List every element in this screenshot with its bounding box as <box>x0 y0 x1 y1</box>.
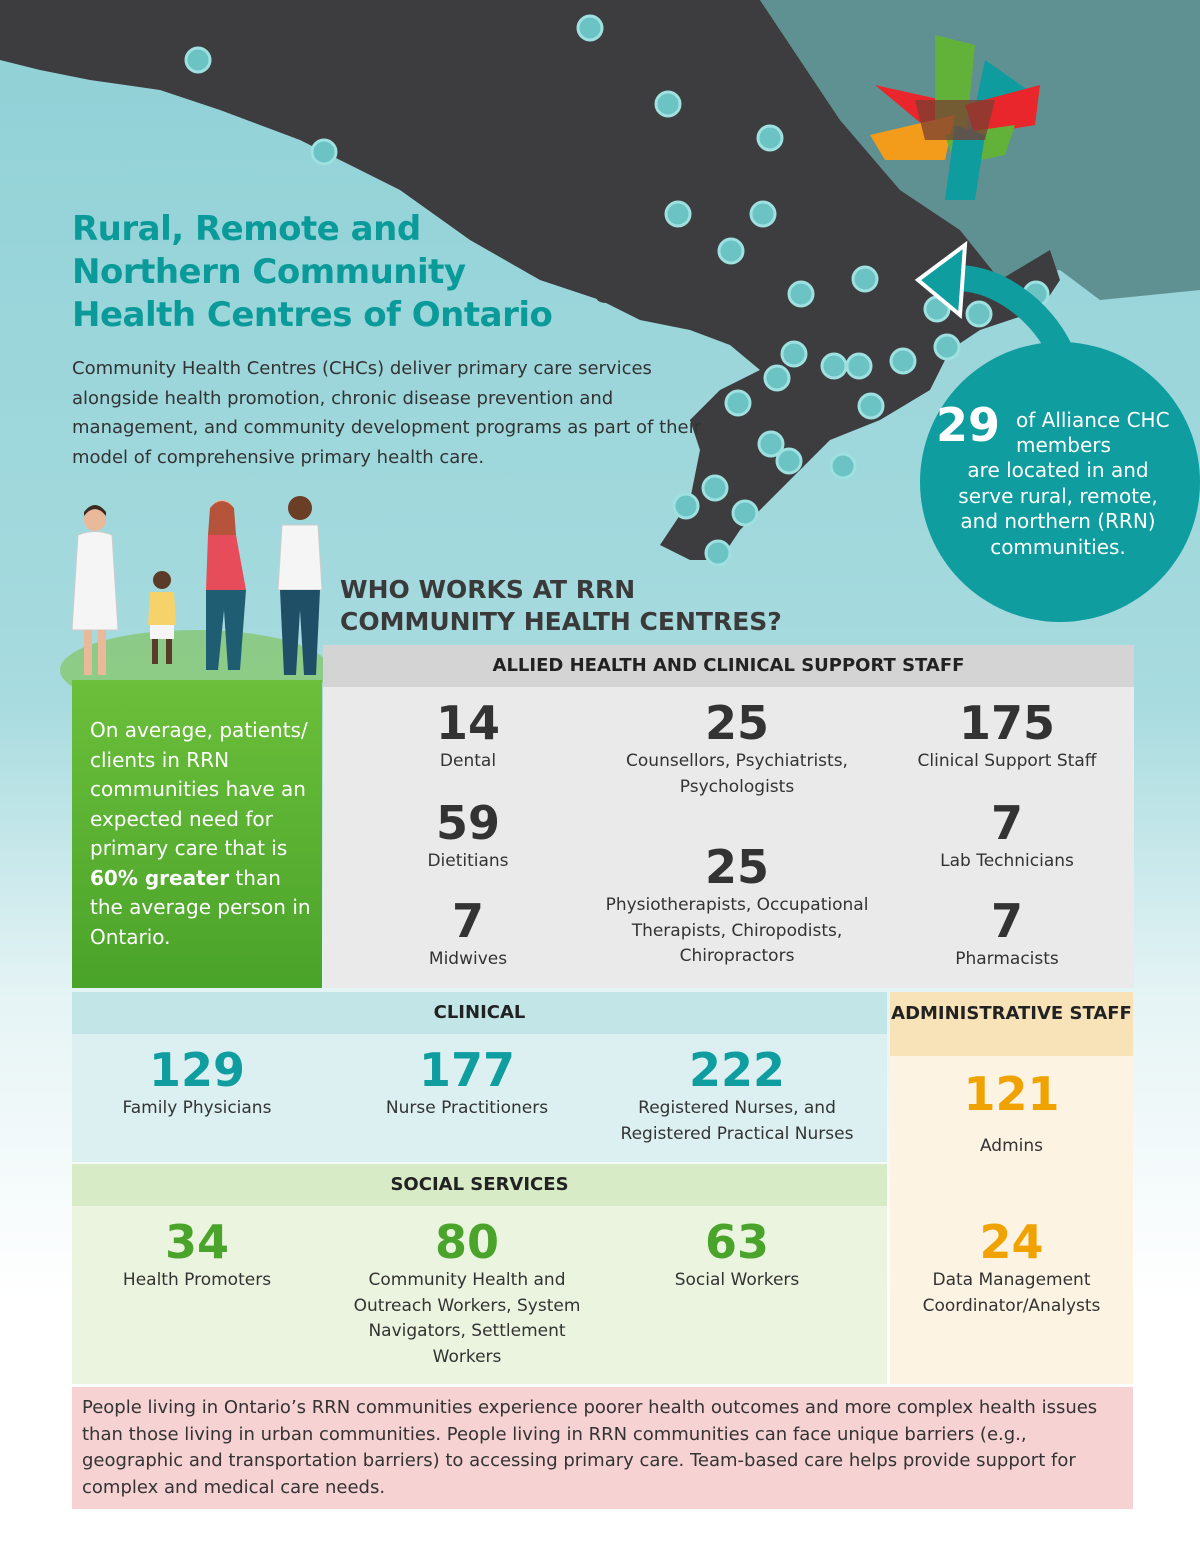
map-marker <box>782 342 806 366</box>
map-marker <box>751 202 775 226</box>
stat-value: 129 <box>148 1043 246 1097</box>
stat-label: Community Health and Outreach Workers, System Navigators, Settlement Workers <box>353 1270 581 1367</box>
map-marker <box>733 501 757 525</box>
stat-label: Social Workers <box>674 1270 800 1290</box>
stat-counsellors <box>607 697 867 800</box>
stat-label: Admins <box>979 1136 1044 1156</box>
stat-label: Physiotherapists, Occupational Therapists, Chiropodists, Chiropractors <box>605 895 869 966</box>
stat-data-management <box>900 1216 1123 1319</box>
stat-value: 14 <box>435 696 500 750</box>
stat-label: Clinical Support Staff <box>917 751 1097 771</box>
callout-number: 29 <box>936 398 1001 452</box>
map-marker <box>967 302 991 326</box>
stat-label: Pharmacists <box>955 949 1059 969</box>
title-line: Health Centres of Ontario <box>72 295 553 335</box>
stat-midwives <box>368 895 568 973</box>
stat-health-promoters <box>87 1216 307 1294</box>
map-marker <box>859 394 883 418</box>
map-marker <box>822 354 846 378</box>
stat-family-physicians <box>87 1044 307 1122</box>
map-marker <box>765 366 789 390</box>
need-highlight: 60% greater <box>90 865 230 890</box>
footer-note: People living in Ontario’s RRN communities experience poorer health outcomes and more complex health issues than those living in urban communities. People living in RRN communities can face unique barriers (e.g., geographic and transportation barriers) to accessing primary care. Team-based care helps provide support for complex and medical care needs. <box>72 1387 1133 1509</box>
stat-admins <box>900 1068 1123 1160</box>
stat-value: 7 <box>990 796 1023 850</box>
who-works-heading <box>340 574 900 638</box>
stat-nurse-practitioners <box>357 1044 577 1122</box>
callout-text-top: of Alliance CHC members <box>1016 408 1170 457</box>
clinical-heading: CLINICAL <box>72 992 887 1034</box>
stat-community-health-workers <box>347 1216 587 1370</box>
allied-health-section <box>323 645 1134 988</box>
stat-value: 121 <box>963 1067 1060 1121</box>
stat-value: 222 <box>688 1043 786 1097</box>
who-title-line: WHO WORKS AT RRN <box>340 575 636 604</box>
stat-dental <box>368 697 568 775</box>
map-marker <box>656 92 680 116</box>
people-illustration <box>60 490 330 690</box>
stat-value: 7 <box>990 894 1023 948</box>
stat-label: Family Physicians <box>122 1098 272 1118</box>
clinical-section <box>72 992 887 1162</box>
stat-label: Data Management Coordinator/Analysts <box>922 1270 1101 1316</box>
stat-clinical-support <box>896 697 1118 775</box>
stat-dietitians <box>368 797 568 875</box>
stat-label: Registered Nurses, and Registered Practical Nurses <box>620 1098 854 1144</box>
map-marker <box>853 267 877 291</box>
administrative-section <box>890 992 1133 1384</box>
map-marker <box>666 202 690 226</box>
title-line: Rural, Remote and <box>72 209 421 249</box>
stat-label: Dental <box>439 751 497 771</box>
map-marker <box>831 454 855 478</box>
who-title-line: COMMUNITY HEALTH CENTRES? <box>340 607 782 636</box>
need-text-after: than the average person in Ontario. <box>90 865 311 949</box>
stat-value: 59 <box>435 796 500 850</box>
map-marker <box>726 391 750 415</box>
map-marker <box>847 354 871 378</box>
map-marker <box>674 494 698 518</box>
stat-physiotherapists <box>600 841 874 970</box>
primary-care-need-box <box>72 680 322 988</box>
stat-label: Health Promoters <box>122 1270 272 1290</box>
title-line: Northern Community <box>72 252 466 292</box>
map-marker <box>935 335 959 359</box>
stat-value: 24 <box>979 1215 1044 1269</box>
map-marker <box>312 140 336 164</box>
stat-lab-technicians <box>896 797 1118 875</box>
stat-value: 25 <box>704 840 769 894</box>
stat-value: 7 <box>451 894 484 948</box>
admin-heading: ADMINISTRATIVE STAFF <box>890 992 1133 1056</box>
allied-heading: ALLIED HEALTH AND CLINICAL SUPPORT STAFF <box>323 645 1134 687</box>
map-marker <box>186 48 210 72</box>
stat-value: 63 <box>704 1215 769 1269</box>
map-marker <box>719 239 743 263</box>
stat-value: 34 <box>164 1215 229 1269</box>
map-marker <box>703 476 727 500</box>
stat-value: 25 <box>704 696 769 750</box>
stat-social-workers <box>627 1216 847 1294</box>
rrn-members-callout <box>918 390 1198 615</box>
map-marker <box>578 16 602 40</box>
map-marker <box>758 126 782 150</box>
map-marker <box>789 282 813 306</box>
stat-label: Lab Technicians <box>940 851 1074 871</box>
stat-label: Counsellors, Psychiatrists, Psychologists <box>626 751 848 797</box>
stat-pharmacists <box>896 895 1118 973</box>
stat-value: 177 <box>418 1043 516 1097</box>
intro-paragraph: Community Health Centres (CHCs) deliver primary care services alongside health promotion, chronic disease prevention and management, and community development programs as part of their model of comprehensive primary health care. <box>72 358 702 468</box>
map-marker <box>777 449 801 473</box>
page-title <box>72 208 632 337</box>
stat-label: Midwives <box>428 949 508 969</box>
social-heading: SOCIAL SERVICES <box>72 1164 887 1206</box>
callout-text-bottom: are located in and serve rural, remote, and northern (RRN) communities. <box>958 458 1158 559</box>
stat-label: Dietitians <box>427 851 509 871</box>
social-services-section <box>72 1164 887 1384</box>
stat-label: Nurse Practitioners <box>385 1098 549 1118</box>
map-marker <box>706 541 730 565</box>
need-text-before: On average, patients/ clients in RRN communities have an expected need for primary care that is <box>90 718 308 860</box>
map-marker <box>891 349 915 373</box>
stat-value: 80 <box>434 1215 499 1269</box>
stat-value: 175 <box>958 696 1056 750</box>
stat-registered-nurses <box>602 1044 872 1147</box>
